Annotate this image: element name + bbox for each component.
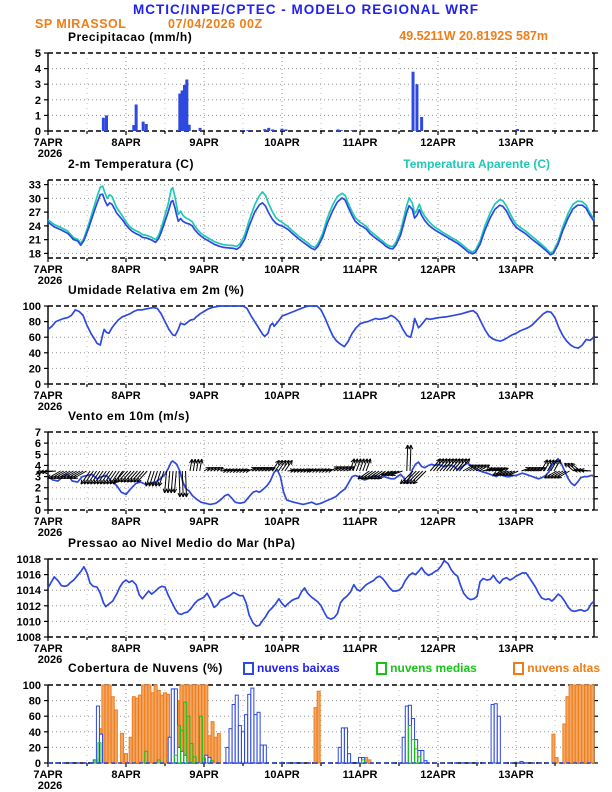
y-tick-label: 1016	[16, 569, 41, 582]
y-tick-label: 2	[34, 94, 41, 107]
x-axis-year: 2026	[37, 148, 63, 160]
x-tick-label: 12APR	[420, 643, 456, 655]
y-tick-label: 40	[28, 726, 41, 739]
y-tick-label: 2	[34, 482, 41, 495]
data-line	[48, 561, 594, 627]
panel-plot-umidade	[23, 301, 598, 413]
y-tick-label: 21	[28, 234, 41, 247]
x-tick-label: 13APR	[498, 390, 534, 402]
y-tick-label: 1008	[16, 632, 41, 644]
x-axis-year: 2026	[37, 654, 63, 666]
x-tick-label: 8APR	[111, 390, 141, 402]
y-tick-label: 3	[34, 79, 41, 92]
x-tick-label: 12APR	[420, 137, 456, 149]
x-tick-label: 9APR	[189, 390, 219, 402]
y-tick-label: 24	[28, 220, 41, 233]
panel-plot-temperatura	[29, 180, 598, 287]
x-tick-label: 7APR	[33, 137, 63, 149]
x-axis-year: 2026	[37, 275, 63, 287]
x-tick-label: 7APR	[33, 390, 63, 402]
x-tick-label: 13APR	[498, 516, 534, 528]
x-tick-label: 10APR	[264, 769, 300, 781]
x-tick-label: 7APR	[33, 643, 63, 655]
precip-bar	[188, 125, 191, 131]
precip-bar	[102, 118, 105, 131]
x-tick-label: 11APR	[342, 643, 378, 655]
legend-temperatura-aparente: Temperatura Aparente (C)	[403, 157, 550, 171]
x-tick-label: 10APR	[264, 390, 300, 402]
x-tick-label: 12APR	[420, 390, 456, 402]
x-tick-label: 13APR	[498, 643, 534, 655]
x-tick-label: 10APR	[264, 137, 300, 149]
y-tick-label: 1012	[16, 600, 41, 613]
x-tick-label: 7APR	[33, 264, 63, 276]
page-title: MCTIC/INPE/CPTEC - MODELO REGIONAL WRF	[133, 2, 479, 17]
y-tick-label: 4	[34, 460, 41, 473]
precip-bar	[242, 130, 245, 131]
y-tick-label: 7	[34, 427, 41, 439]
panel-title-nuvens: Cobertura de Nuvens (%)	[68, 661, 223, 675]
x-tick-label: 13APR	[498, 137, 534, 149]
precip-bar	[267, 128, 270, 131]
legend-label: nuvens baixas	[257, 661, 340, 675]
precip-bar	[281, 129, 284, 131]
precip-bar	[495, 130, 498, 131]
panel-title-precipitacao: Precipitacao (mm/h)	[68, 30, 193, 44]
x-tick-label: 9APR	[189, 769, 219, 781]
precip-bar	[284, 129, 287, 131]
station-coordinates: 49.5211W 20.8192S 587m	[399, 29, 548, 43]
panel-title-umidade: Umidade Relativa em 2m (%)	[68, 283, 245, 297]
precip-bar	[135, 104, 138, 131]
precip-bar	[263, 129, 266, 131]
panel-plot-nuvens	[23, 680, 598, 792]
y-tick-label: 100	[22, 301, 41, 313]
y-tick-label: 20	[28, 363, 41, 376]
y-tick-label: 6	[34, 438, 41, 451]
panel-title-pressao: Pressao ao Nivel Medio do Mar (hPa)	[68, 536, 296, 550]
y-tick-label: 0	[34, 379, 41, 391]
y-tick-label: 1018	[16, 554, 41, 566]
y-tick-label: 100	[22, 680, 41, 692]
y-tick-label: 27	[28, 207, 41, 220]
y-tick-label: 1014	[16, 585, 41, 598]
x-tick-label: 12APR	[420, 769, 456, 781]
y-tick-label: 3	[34, 471, 41, 484]
y-tick-label: 1010	[16, 616, 41, 629]
y-tick-label: 20	[28, 742, 41, 755]
panel-plot-precipitacao	[33, 48, 598, 160]
precip-bar	[420, 117, 423, 131]
y-tick-label: 5	[34, 449, 41, 462]
x-tick-label: 8APR	[111, 137, 141, 149]
x-tick-label: 12APR	[420, 516, 456, 528]
legend-label: nuvens altas	[527, 661, 600, 675]
y-tick-label: 60	[28, 332, 41, 345]
y-tick-label: 30	[28, 193, 41, 206]
x-tick-label: 11APR	[342, 390, 378, 402]
x-tick-label: 9APR	[189, 643, 219, 655]
x-tick-label: 13APR	[498, 264, 534, 276]
precip-bar	[199, 128, 202, 131]
legend-label: nuvens medias	[390, 661, 477, 675]
x-tick-label: 11APR	[342, 769, 378, 781]
precip-bar	[246, 130, 249, 131]
x-axis-year: 2026	[37, 401, 63, 413]
y-tick-label: 18	[28, 248, 41, 261]
precip-bar	[185, 80, 188, 131]
precip-bar	[516, 129, 519, 131]
panel-title-vento: Vento em 10m (m/s)	[68, 409, 190, 423]
precip-bar	[142, 122, 145, 131]
x-tick-label: 11APR	[342, 516, 378, 528]
y-tick-label: 1	[34, 493, 41, 506]
x-axis-year: 2026	[37, 780, 63, 792]
y-tick-label: 0	[34, 758, 41, 770]
x-tick-label: 13APR	[498, 769, 534, 781]
y-tick-label: 4	[34, 63, 41, 76]
y-tick-label: 0	[34, 505, 41, 517]
precip-bar	[412, 72, 415, 131]
precip-bar	[337, 129, 340, 131]
precip-bar	[145, 124, 148, 131]
x-tick-label: 9APR	[189, 137, 219, 149]
x-tick-label: 9APR	[189, 516, 219, 528]
x-tick-label: 12APR	[420, 264, 456, 276]
x-tick-label: 11APR	[342, 137, 378, 149]
y-tick-label: 5	[34, 48, 41, 60]
precip-bar	[105, 115, 108, 131]
x-tick-label: 8APR	[111, 643, 141, 655]
y-tick-label: 80	[28, 316, 41, 329]
y-tick-label: 60	[28, 711, 41, 724]
x-tick-label: 10APR	[264, 516, 300, 528]
y-tick-label: 40	[28, 347, 41, 360]
panel-plot-pressao	[17, 554, 598, 666]
y-tick-label: 80	[28, 695, 41, 708]
y-tick-label: 33	[28, 179, 41, 192]
station-name: SP MIRASSOL	[35, 17, 127, 31]
x-tick-label: 10APR	[264, 643, 300, 655]
panel-title-temperatura: 2-m Temperatura (C)	[68, 157, 194, 171]
x-tick-label: 7APR	[33, 769, 63, 781]
x-tick-label: 7APR	[33, 516, 63, 528]
x-tick-label: 8APR	[111, 516, 141, 528]
x-tick-label: 11APR	[342, 264, 378, 276]
x-tick-label: 10APR	[264, 264, 300, 276]
y-tick-label: 0	[34, 126, 41, 138]
x-tick-label: 8APR	[111, 769, 141, 781]
precip-bar	[340, 130, 343, 131]
precip-bar	[271, 129, 274, 131]
x-axis-year: 2026	[37, 527, 63, 539]
precip-bar	[415, 84, 418, 131]
panel-plot-vento	[33, 427, 598, 539]
x-tick-label: 8APR	[111, 264, 141, 276]
x-tick-label: 9APR	[189, 264, 219, 276]
run-datetime: 07/04/2026 00Z	[168, 17, 263, 31]
data-line	[48, 186, 594, 253]
precip-bar	[351, 130, 354, 131]
y-tick-label: 1	[34, 110, 41, 123]
